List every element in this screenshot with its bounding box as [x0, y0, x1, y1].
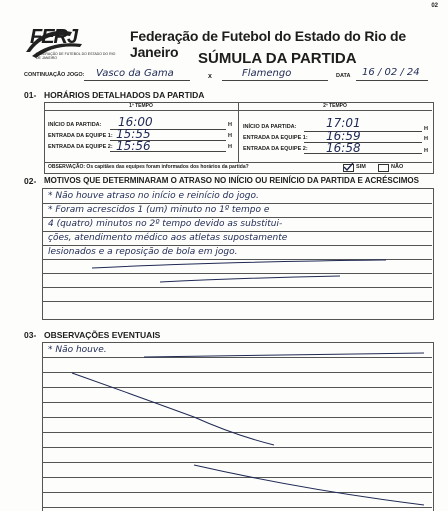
sh-team2-unit: H — [424, 148, 428, 154]
match-label: CONTINUAÇÃO JOGO: — [24, 72, 85, 78]
fh-team2-value: 15:56 — [116, 139, 151, 153]
schedule-divider — [238, 102, 239, 162]
second-half-heading: 2º TEMPO — [323, 103, 347, 109]
fh-team1-value: 15:55 — [116, 127, 151, 141]
team-a-value: Vasco da Gama — [96, 68, 174, 79]
logo-subtitle: FEDERAÇÃO DE FUTEBOL DO ESTADO DO RIO DE JANEIRO — [36, 52, 116, 60]
yes-label: SIM — [356, 164, 366, 170]
section-1-title: HORÁRIOS DETALHADOS DA PARTIDA — [44, 90, 205, 100]
check-mark-icon — [343, 163, 354, 171]
fh-team1-unit: H — [228, 133, 232, 139]
section-3-number: 03- — [24, 330, 37, 340]
date-label: DATA — [336, 73, 351, 79]
match-separator: x — [208, 73, 212, 80]
delay-note-line-5: lesionados e a reposição de bola em jogo. — [48, 247, 238, 257]
document-title: SÚMULA DA PARTIDA — [198, 50, 357, 67]
fh-team1-label: ENTRADA DA EQUIPE 1: — [48, 133, 113, 139]
team-b-line — [222, 80, 328, 81]
observation-question: OBSERVAÇÃO: Os capitães das equipes foram informados dos horários da partida? — [48, 164, 249, 170]
first-half-heading: 1º TEMPO — [129, 103, 153, 109]
sh-team1-label: ENTRADA DA EQUIPE 1: — [243, 135, 308, 141]
observation-note-line-1: * Não houve. — [48, 345, 107, 355]
notes-rule — [42, 245, 432, 246]
section-1-number: 01- — [24, 90, 37, 100]
fh-start-value: 16:00 — [118, 115, 153, 129]
delay-note-line-4: ções, atendimento médico aos atletas supostamente — [48, 233, 288, 243]
fh-team2-label: ENTRADA DA EQUIPE 2: — [48, 144, 113, 150]
delay-note-line-2: * Foram acrescidos 1 (um) minuto no 1º tempo e — [48, 205, 270, 215]
sh-start-value: 17:01 — [326, 116, 361, 130]
no-checkbox[interactable] — [378, 164, 389, 172]
schedule-header-rule — [44, 110, 432, 111]
yes-checkbox[interactable] — [343, 164, 354, 172]
sh-start-label: INÍCIO DA PARTIDA: — [243, 124, 297, 130]
sh-start-unit: H — [424, 126, 428, 132]
logo-text: FERJ — [30, 26, 78, 48]
sh-start-line — [304, 131, 422, 132]
observation-rule — [44, 162, 432, 163]
section-3-title: OBSERVAÇÕES EVENTUAIS — [44, 330, 161, 340]
page-number: 02 — [431, 3, 438, 9]
sh-team1-value: 16:59 — [326, 129, 361, 143]
federation-title: Federação de Futebol do Estado do Rio de Janeiro — [130, 28, 406, 60]
section-2-title: MOTIVOS QUE DETERMINARAM O ATRASO NO INÍCIO OU REINÍCIO DA PARTIDA E ACRÉSCIMOS — [44, 176, 419, 185]
delay-note-line-3: 4 (quatro) minutos no 2º tempo devido as substitui- — [48, 219, 283, 229]
team-a-line — [84, 80, 190, 81]
sh-team1-line — [304, 142, 422, 143]
notes-rule — [42, 217, 432, 218]
team-b-value: Flamengo — [242, 68, 292, 79]
fh-team2-unit: H — [228, 144, 232, 150]
date-line — [356, 80, 428, 81]
fh-start-unit: H — [228, 122, 232, 128]
sh-team1-unit: H — [424, 136, 428, 142]
section-2-number: 02- — [24, 176, 37, 186]
notes-rule — [42, 203, 432, 204]
delay-note-line-1: * Não houve atraso no início e reinício do jogo. — [48, 191, 259, 201]
sh-team2-label: ENTRADA DA EQUIPE 2: — [243, 146, 308, 152]
fh-start-label: INÍCIO DA PARTIDA: — [48, 122, 102, 128]
no-label: NÃO — [391, 164, 404, 170]
notes-rule — [42, 231, 432, 232]
cancel-z-stroke — [44, 345, 434, 510]
date-value: 16 / 02 / 24 — [362, 67, 420, 78]
notes-rule — [42, 301, 432, 302]
sh-team2-value: 16:58 — [326, 141, 361, 155]
sh-team2-line — [304, 153, 422, 154]
strike-through-line — [90, 258, 390, 288]
